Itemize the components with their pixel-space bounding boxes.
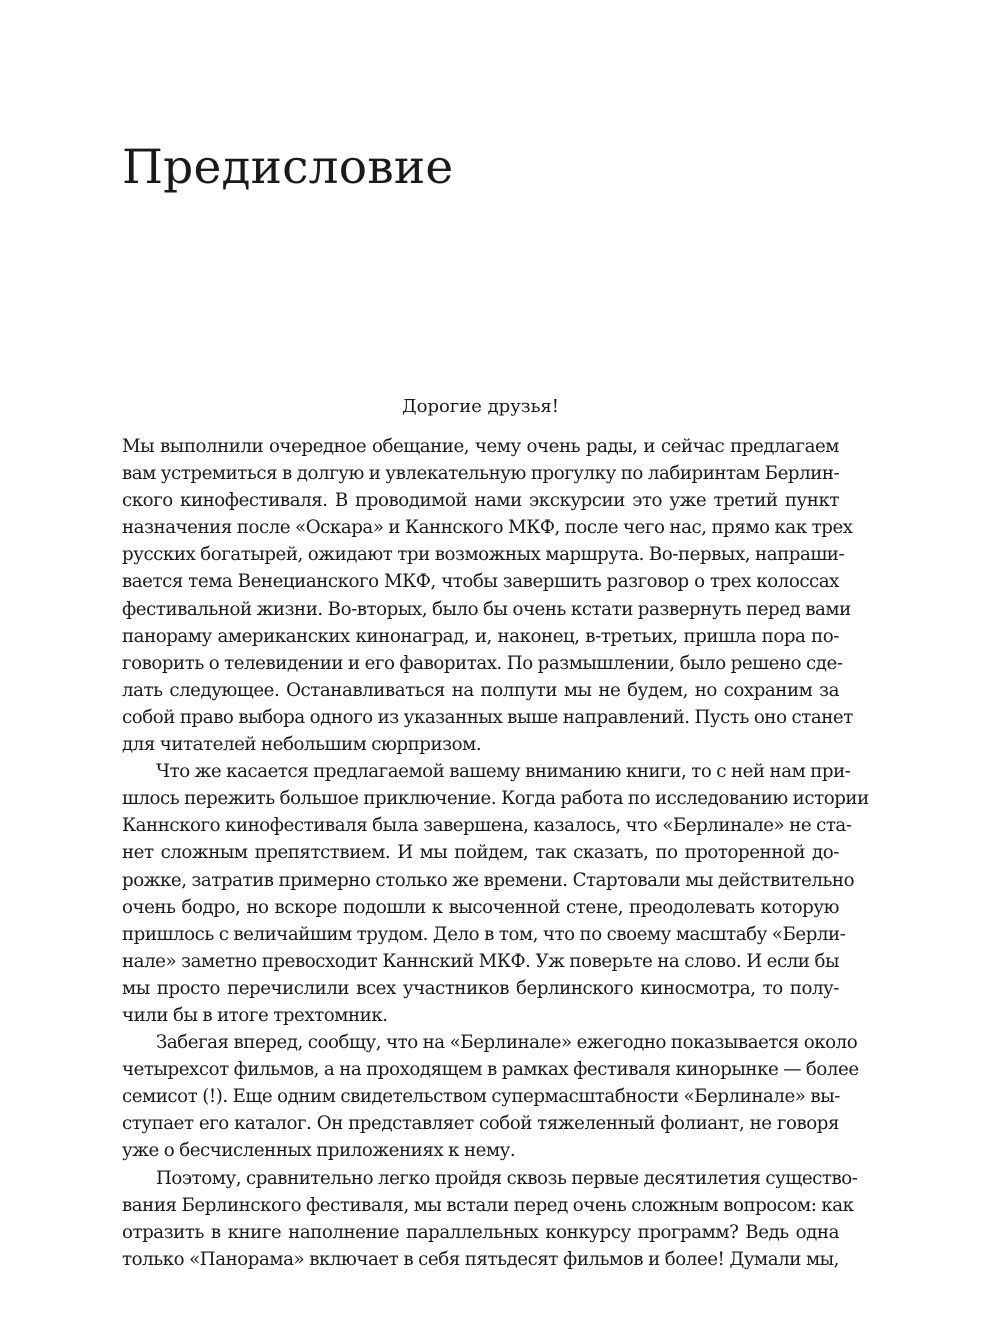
text-line: четырехсот фильмов, а на проходящем в рамках фестиваля кинорынке — более: [122, 1059, 859, 1081]
salutation: Дорогие друзья!: [401, 396, 560, 417]
paragraph: [122, 1029, 859, 1164]
text-line: вается тема Венецианского МКФ, чтобы завершить разговор о трех колоссах: [122, 571, 839, 593]
text-line: собой право выбора одного из указанных выше направлений. Пусть оно станет: [122, 706, 853, 728]
text-line: лать следующее. Останавливаться на полпути мы не будем, но сохраним за: [122, 679, 839, 701]
text-line: уже о бесчисленных приложениях к нему.: [122, 1140, 516, 1162]
text-line: только «Панорама» включает в себя пятьдесят фильмов и более! Думали мы,: [122, 1248, 839, 1270]
text-line: очень бодро, но вскоре подошли к высоченной стене, преодолевать которую: [122, 896, 839, 918]
text-line: мы просто перечислили всех участников берлинского киносмотра, то полу-: [122, 977, 839, 999]
text-line: чили бы в итоге трехтомник.: [122, 1004, 388, 1026]
text-line: панораму американских кинонаград, и, наконец, в-третьих, пришла пора по-: [122, 625, 839, 647]
text-line: вам устремиться в долгую и увлекательную прогулку по лабиринтам Берлин-: [122, 463, 840, 485]
text-line: ского кинофестиваля. В проводимой нами экскурсии это уже третий пункт: [122, 490, 839, 512]
text-line: Поэтому, сравнительно легко пройдя сквозь первые десятилетия существо-: [156, 1167, 858, 1189]
paragraph: [122, 433, 853, 758]
text-line: вания Берлинского фестиваля, мы встали перед очень сложным вопросом: как: [122, 1194, 854, 1216]
text-line: русских богатырей, ожидают три возможных маршрута. Во-первых, напраши-: [122, 544, 845, 566]
text-line: говорить о телевидении и его фаворитах. По размышлении, было решено сде-: [122, 652, 843, 674]
text-line: нале» заметно превосходит Каннский МКФ. Уж поверьте на слово. И если бы: [122, 950, 839, 972]
paragraph: [122, 758, 869, 1029]
text-line: Что же касается предлагаемой вашему вниманию книги, то с ней нам при-: [156, 761, 851, 783]
text-line: пришлось с величайшим трудом. Дело в том, что по своему масштабу «Берли-: [122, 923, 846, 945]
chapter-title: Предисловие: [122, 140, 454, 195]
text-line: отразить в книге наполнение параллельных конкурсу программ? Ведь одна: [122, 1221, 839, 1243]
text-line: фестивальной жизни. Во-вторых, было бы очень кстати развернуть перед вами: [122, 598, 851, 620]
text-line: ступает его каталог. Он представляет собой тяжеленный фолиант, не говоря: [122, 1113, 839, 1135]
body-text: [122, 433, 869, 1273]
text-line: Каннского кинофестиваля была завершена, казалось, что «Берлинале» не ста-: [122, 815, 852, 837]
text-line: назначения после «Оскара» и Каннского МКФ, после чего нас, прямо как трех: [122, 517, 853, 539]
text-line: рожке, затратив примерно столько же времени. Стартовали мы действительно: [122, 869, 855, 891]
paragraph: [122, 1165, 858, 1273]
text-line: Мы выполнили очередное обещание, чему очень рады, и сейчас предлагаем: [122, 436, 839, 457]
text-line: для читателей небольшим сюрпризом.: [122, 734, 482, 756]
text-line: семисот (!). Еще одним свидетельством супермасштабности «Берлинале» вы-: [122, 1086, 840, 1108]
text-line: Забегая вперед, сообщу, что на «Берлинале» ежегодно показывается около: [156, 1032, 858, 1054]
text-line: нет сложным препятствием. И мы пойдем, так сказать, по проторенной до-: [122, 842, 839, 864]
text-line: шлось пережить большое приключение. Когда работа по исследованию истории: [122, 788, 869, 810]
